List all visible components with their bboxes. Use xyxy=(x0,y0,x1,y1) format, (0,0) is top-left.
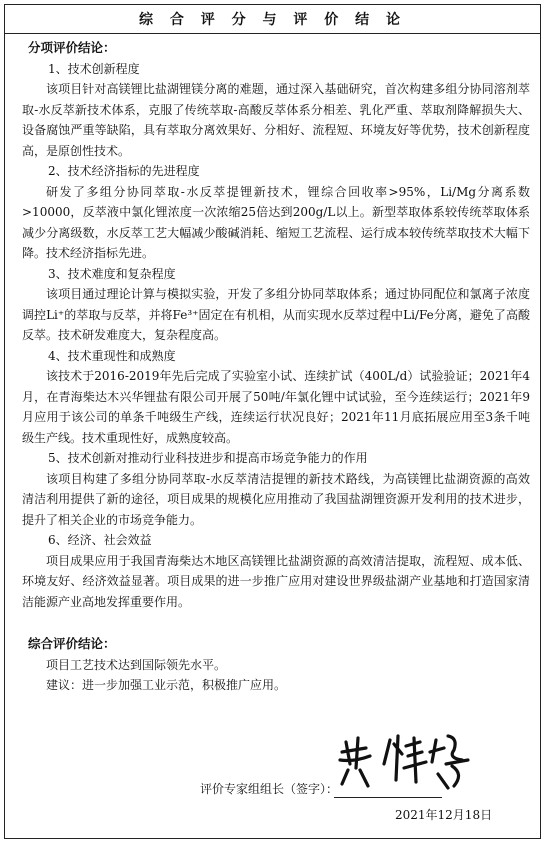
signature-label: 评价专家组组长（签字）： xyxy=(200,782,339,796)
item-text: 该项目构建了多组分协同萃取-水反萃清洁提锂的新技术路线，为高镁锂比盐湖资源的高效清洁利用提供了新的途径，项目成果的规模化应用推动了我国盐湖锂资源开发利用的技术进步，提升了相关企业的市场竞争能力。 xyxy=(22,471,530,527)
overall-heading: 综合评价结论： xyxy=(28,636,116,651)
suggestion: 建议：进一步加强工业示范，积极推广应用。 xyxy=(46,678,287,692)
item-heading: 4、技术重现性和成熟度 xyxy=(48,348,176,363)
item-text: 项目成果应用于我国青海柴达木地区高镁锂比盐湖资源的高效清洁提取，流程短、成本低、环境友好、经济效益显著。项目成果的进一步推广应用对建设世界级盐湖产业基地和打造国家清洁能源产业高地发挥重要作用。 xyxy=(22,553,530,609)
content-body xyxy=(22,38,530,696)
item-text: 该项目通过理论计算与模拟实验，开发了多组分协同萃取体系；通过协同配位和氯离子浓度调控Li⁺的萃取与反萃，并将Fe³⁺固定在有机相，从而实现水反萃过程中Li/Fe分离，避免了高酸反萃。技术研发难度大，复杂程度高。 xyxy=(22,287,530,342)
item-heading: 3、技术难度和复杂程度 xyxy=(48,266,176,281)
item-heading: 1、技术创新程度 xyxy=(48,61,140,76)
overall-conclusion: 项目工艺技术达到国际领先水平。 xyxy=(46,657,227,672)
item-text: 该项目针对高镁锂比盐湖锂镁分离的难题，通过深入基础研究，首次构建多组分协同溶剂萃取-水反萃新技术体系，克服了传统萃取-高酸反萃体系分相差、乳化严重、萃取剂降解损失大、设备腐蚀严重等缺陷，具有萃取分离效果好、分相好、流程短、环境友好等优势，技术创新程度高，是原创性技术。 xyxy=(22,82,530,158)
item-heading: 2、技术经济指标的先进程度 xyxy=(48,164,200,178)
page-title: 综 合 评 分 与 评 价 结 论 xyxy=(139,11,406,28)
item-heading: 5、技术创新对推动行业科技进步和提高市场竞争能力的作用 xyxy=(48,451,368,465)
spacer xyxy=(22,612,530,634)
title-bar xyxy=(4,4,541,34)
section-heading: 分项评价结论： xyxy=(28,40,116,55)
item-text: 该技术于2016-2019年先后完成了实验室小试、连续扩试（400L/d）试验验证；2021年4月，在青海柴达木兴华锂盐有限公司开展了50吨/年氯化锂中试试验，至今连续运行；2021年9月应用于该公司的单条千吨级生产线，连续运行状况良好；2021年11月底拓展应用至3条千吨级生产线。技术重现性好，成熟度较高。 xyxy=(22,369,530,445)
handwritten-signature xyxy=(336,730,476,792)
item-heading: 6、经济、社会效益 xyxy=(48,533,152,547)
signature-line xyxy=(334,797,442,798)
item-text: 研发了多组分协同萃取-水反萃提锂新技术，锂综合回收率>95%，Li/Mg分离系数>10000，反萃液中氯化锂浓度一次浓缩25倍达到200g/L以上。新型萃取体系较传统萃取体系减少分离级数，水反萃工艺大幅减少酸碱消耗、缩短工艺流程、运行成本较传统萃取技术大幅下降。技术经济指标先进。 xyxy=(22,184,530,260)
signature-block xyxy=(0,730,545,800)
evaluation-date: 2021年12月18日 xyxy=(395,808,493,822)
